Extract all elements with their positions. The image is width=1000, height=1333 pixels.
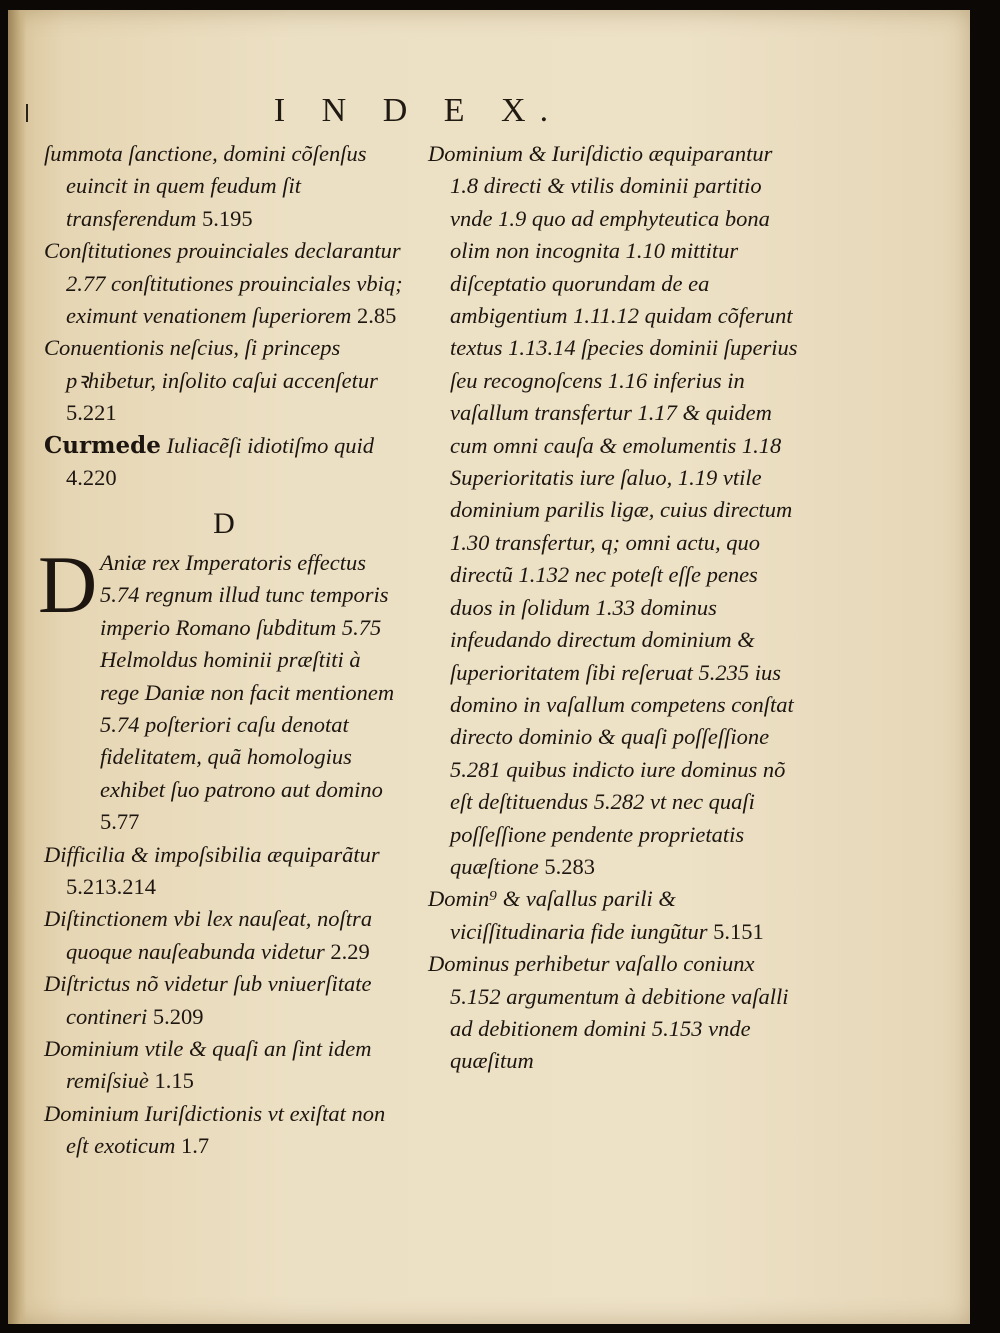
drop-cap-initial: D (38, 538, 98, 630)
right-column (428, 138, 798, 1078)
entry-ref: 5.213.214 (66, 873, 156, 899)
entry-text: ſummota ſanctione, domini cõſenſus euincit in quem feudum ſit transferendum (44, 141, 367, 231)
entry-text: Dominium & Iuriſdictio æquiparantur 1.8 directi & vtilis dominii partitio vnde 1.9 quo ad emphyteutica bona olim non incognita 1.10 mittitur diſceptatio quorundam de ea ambigentium 1.11.12 quidam cõferunt textus 1.13.14 ſpecies dominii ſuperius ſeu recognoſcens 1.16 inferius in vaſallum transfertur 1.17 & quidem cum omni cauſa & emolumentis 1.18 Superioritatis iure ſaluo, 1.19 vtile dominium parilis ligæ, cuius directum 1.30 transfertur, q; omni actu, quo directũ 1.132 nec poteſt eſſe penes duos in ſolidum 1.33 dominus infeudando directum dominium & ſuperioritatem ſibi reſeruat 5.235 ius domino in vaſallum competens conſtat directo dominio & quaſi poſſeſſione 5.281 quibus indicto iure dominus nõ eſt deſtituendus 5.282 vt nec quaſi poſſeſſione pendente proprietatis quæſtione (428, 141, 798, 879)
entry-ref: 1.15 (154, 1068, 194, 1094)
index-entry (44, 968, 404, 1033)
entry-text: Conuentionis neſcius, ſi princeps pꝛhibetur, inſolito caſui accenſetur (44, 335, 378, 393)
index-entry (428, 883, 798, 948)
entry-text: Diſtinctionem vbi lex nauſeat, noſtra quoque nauſeabunda videtur (44, 906, 373, 964)
entry-text: Conſtitutiones prouinciales declarantur 2.77 conſtitutiones prouinciales vbiq; eximunt venationem ſuperiorem (44, 238, 403, 329)
entry-text: Dominium Iuriſdictionis vt exiſtat non eſt exoticum (44, 1100, 386, 1159)
section-letter: D (213, 507, 235, 541)
entry-ref: 2.85 (356, 303, 397, 329)
index-entry (44, 235, 404, 332)
entry-ref: 2.29 (330, 938, 370, 964)
blackletter-headword: Curmede (44, 431, 161, 459)
index-entry (44, 332, 404, 429)
entry-ref: 5.283 (544, 853, 595, 879)
index-entry (44, 138, 404, 235)
entry-ref: 4.220 (66, 465, 117, 491)
left-column (38, 138, 404, 1163)
entry-ref: 5.209 (152, 1003, 204, 1029)
entry-ref: 5.195 (202, 205, 253, 231)
entry-text: Dominus perhibetur vaſallo coniunx 5.152 argumentum à debitione vaſalli ad debitionem domini 5.153 vnde quæſitum (428, 951, 789, 1074)
entry-text: Diſtrictus nõ videtur ſub vniuerſitate contineri (44, 971, 372, 1029)
running-head: I N D E X. (273, 92, 563, 129)
entry-text: Domin⁹ & vaſallus parili & viciſſitudinaria fide iungũtur (428, 886, 708, 944)
entry-text: Dominium vtile & quaſi an ſint idem remiſsiuè (44, 1035, 372, 1094)
book-page (8, 10, 970, 1324)
index-entry-curmede (44, 430, 404, 495)
index-entry (44, 1098, 404, 1163)
index-entry (428, 138, 798, 883)
entry-ref: 5.151 (713, 918, 764, 944)
index-entry (44, 903, 404, 968)
index-entry-dropcap (38, 538, 404, 839)
index-entry (44, 1033, 404, 1098)
entry-ref: 5.221 (66, 400, 117, 426)
entry-text: Aniæ rex Imperatoris effectus 5.74 regnum illud tunc temporis imperio Romano ſubditum 5.75 Helmoldus hominii præſtiti à rege Daniæ non facit mentionem 5.74 poſteriori caſu denotat fidelitatem, quã homologius exhibet ſuo patrono aut domino (100, 549, 395, 802)
index-entry (428, 948, 798, 1078)
entry-ref: 5.77 (100, 809, 140, 835)
index-entry (44, 839, 404, 904)
entry-text: Iuliacẽſi idiotiſmo quid (166, 432, 374, 458)
entry-text: Difficilia & impoſsibilia æquiparãtur (44, 841, 380, 867)
entry-ref: 1.7 (180, 1133, 210, 1159)
page-gutter-edge (8, 10, 26, 1324)
